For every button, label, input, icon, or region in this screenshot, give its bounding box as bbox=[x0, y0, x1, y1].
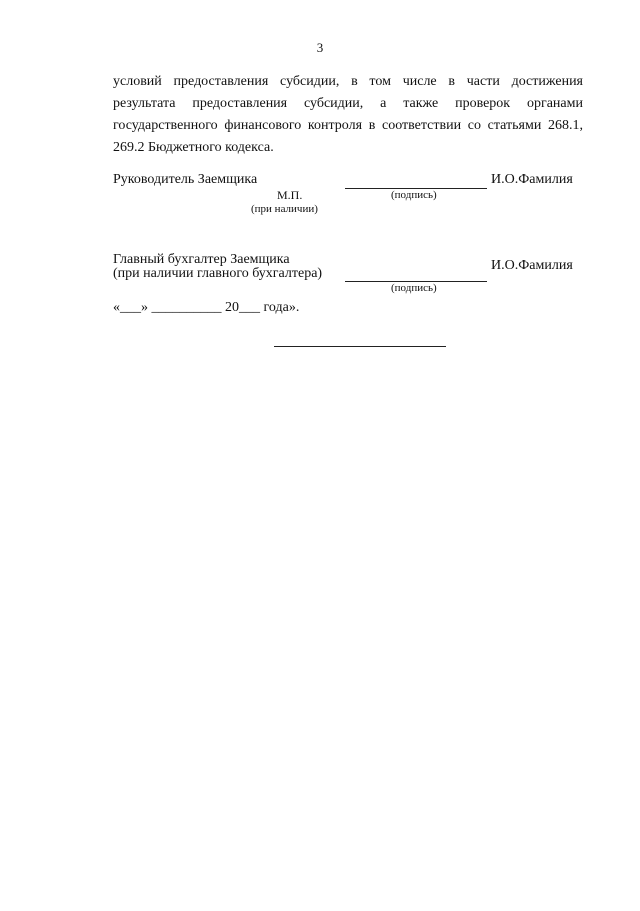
paragraph-line: результата предоставления субсидии, а также проверок органами bbox=[113, 96, 583, 111]
page-number: 3 bbox=[316, 40, 324, 55]
body-paragraph bbox=[113, 71, 583, 159]
accountant-signature-caption: (подпись) bbox=[391, 282, 437, 294]
accountant-title-line2: (при наличии главного бухгалтера) bbox=[113, 266, 323, 281]
closing-separator bbox=[274, 346, 446, 347]
accountant-title-line1: Главный бухгалтер Заемщика bbox=[113, 252, 290, 267]
stamp-note: (при наличии) bbox=[251, 203, 318, 215]
paragraph-line: 269.2 Бюджетного кодекса. bbox=[113, 140, 274, 155]
date-line: «___» __________ 20___ года». bbox=[113, 300, 300, 315]
head-signature-caption: (подпись) bbox=[391, 189, 437, 201]
head-name: И.О.Фамилия bbox=[491, 172, 573, 187]
paragraph-line: условий предоставления субсидии, в том числе в части достижения bbox=[113, 74, 583, 89]
head-title: Руководитель Заемщика bbox=[113, 172, 258, 187]
stamp-label: М.П. bbox=[277, 188, 303, 202]
accountant-name: И.О.Фамилия bbox=[491, 258, 573, 273]
paragraph-line: государственного финансового контроля в соответствии со статьями 268.1, bbox=[113, 118, 583, 133]
